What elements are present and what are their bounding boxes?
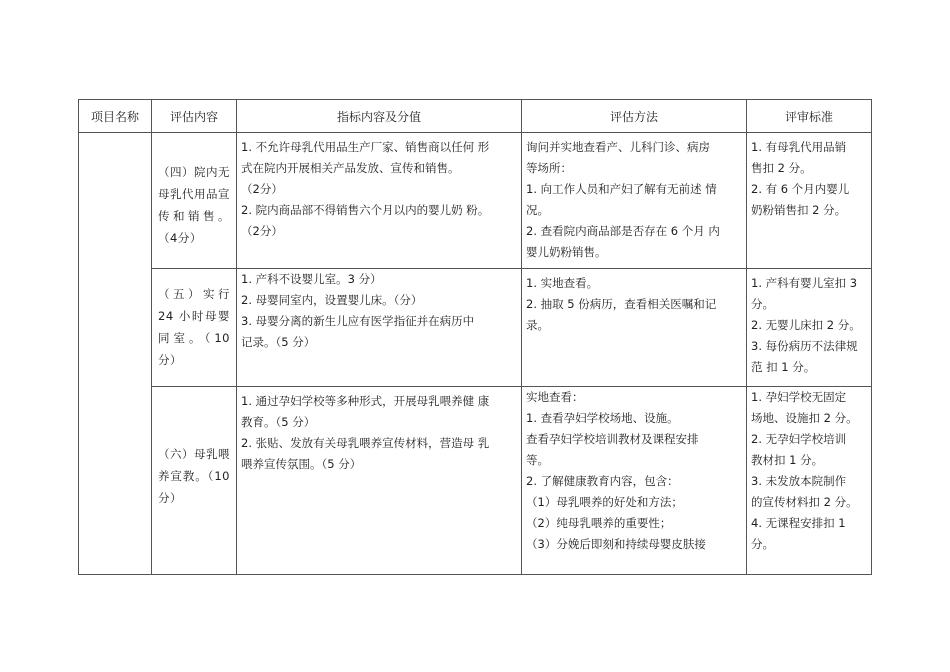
standard-line: 的宣传材料扣 2 分。: [751, 495, 858, 509]
indicator-cell: [237, 133, 522, 269]
table-row: [79, 269, 872, 387]
indicator-line: 1. 产科不设婴儿室。3 分）: [241, 272, 382, 286]
method-cell: [522, 269, 747, 387]
evaluation-table: [78, 99, 872, 575]
standard-line: 分。: [751, 537, 774, 551]
method-cell: [522, 387, 747, 575]
header-indicator-content: 指标内容及分值: [237, 100, 522, 133]
indicator-line: 1. 通过孕妇学校等多种形式，开展母乳喂养健 康: [241, 394, 490, 408]
method-line: 婴儿奶粉销售。: [526, 245, 607, 259]
standard-line: 场地、设施扣 2 分。: [751, 411, 858, 425]
method-line: 2. 查看院内商品部是否存在 6 个月 内: [526, 224, 720, 238]
method-line: 等场所：: [526, 161, 572, 175]
project-name-cell: [79, 133, 152, 575]
standard-line: 2. 无孕妇学校培训: [751, 432, 847, 446]
indicator-cell: [237, 387, 522, 575]
method-line: （3）分娩后即刻和持续母婴皮肤接: [526, 537, 706, 551]
standard-line: 奶粉销售扣 2 分。: [751, 203, 847, 217]
method-line: 1. 查看孕妇学校场地、设施。: [526, 411, 679, 425]
standard-line: 2. 无婴儿床扣 2 分。: [751, 318, 861, 332]
indicator-line: （2分）: [241, 224, 283, 238]
method-line: （1）母乳喂养的好处和方法；: [526, 495, 683, 509]
header-project-name: 项目名称: [79, 100, 152, 133]
method-line: 1. 实地查看。: [526, 276, 599, 290]
indicator-line: 2. 院内商品部不得销售六个月以内的婴儿奶 粉。: [241, 203, 490, 217]
method-line: 2. 了解健康教育内容，包含：: [526, 474, 679, 488]
method-line: 查看孕妇学校培训教材及课程安排: [526, 432, 699, 446]
indicator-line: 2. 张贴、发放有关母乳喂养宣传材料，营造母 乳: [241, 436, 490, 450]
standard-line: 范 扣 1 分。: [751, 360, 816, 374]
standard-cell: [747, 269, 872, 387]
standard-line: 1. 产科有婴儿室扣 3: [751, 276, 858, 290]
indicator-cell: [237, 269, 522, 387]
method-cell: [522, 133, 747, 269]
method-line: 2. 抽取 5 份病历，查看相关医嘱和记: [526, 297, 717, 311]
table-header-row: [79, 100, 872, 133]
method-line: 录。: [526, 318, 549, 332]
indicator-line: 2. 母婴同室内，设置婴儿床。（分）: [241, 293, 423, 307]
method-line: 实地查看：: [526, 390, 584, 404]
indicator-line: 记录。（5 分）: [241, 335, 316, 349]
standard-line: 教材扣 1 分。: [751, 453, 824, 467]
indicator-line: （2分）: [241, 182, 283, 196]
standard-cell: [747, 387, 872, 575]
method-line: 况。: [526, 203, 549, 217]
evaluation-content-text: （六）母乳喂养宣教。（10 分）: [158, 447, 230, 505]
evaluation-content-text: （四）院内无母乳代用品宣传和销售。（4分）: [158, 165, 230, 245]
evaluation-content-cell: [152, 133, 237, 269]
standard-line: 1. 有母乳代用品销: [751, 140, 847, 154]
table-row: [79, 133, 872, 269]
standard-cell: [747, 133, 872, 269]
indicator-line: 1. 不允许母乳代用品生产厂家、销售商以任何 形: [241, 140, 490, 154]
method-line: 等。: [526, 453, 549, 467]
header-evaluation-content: 评估内容: [152, 100, 237, 133]
indicator-line: 喂养宣传氛围。（5 分）: [241, 457, 362, 471]
evaluation-content-text: （五）实行 24 小时母婴同室。（10 分）: [158, 287, 230, 367]
method-line: （2）纯母乳喂养的重要性；: [526, 516, 672, 530]
evaluation-content-cell: [152, 269, 237, 387]
indicator-line: 教育。（5 分）: [241, 415, 316, 429]
evaluation-content-cell: [152, 387, 237, 575]
standard-line: 分。: [751, 297, 774, 311]
standard-line: 售扣 2 分。: [751, 161, 812, 175]
method-line: 询问并实地查看产、儿科门诊、病房: [526, 140, 710, 154]
table-row: [79, 387, 872, 575]
standard-line: 3. 每份病历不法律规: [751, 339, 858, 353]
header-review-standard: 评审标准: [747, 100, 872, 133]
method-line: 1. 向工作人员和产妇了解有无前述 情: [526, 182, 717, 196]
standard-line: 4. 无课程安排扣 1: [751, 516, 846, 530]
indicator-line: 式在院内开展相关产品发放、宣传和销售。: [241, 161, 460, 175]
standard-line: 1. 孕妇学校无固定: [751, 390, 847, 404]
indicator-line: 3. 母婴分离的新生儿应有医学指征并在病历中: [241, 314, 475, 328]
standard-line: 2. 有 6 个月内婴儿: [751, 182, 850, 196]
header-evaluation-method: 评估方法: [522, 100, 747, 133]
standard-line: 3. 未发放本院制作: [751, 474, 847, 488]
